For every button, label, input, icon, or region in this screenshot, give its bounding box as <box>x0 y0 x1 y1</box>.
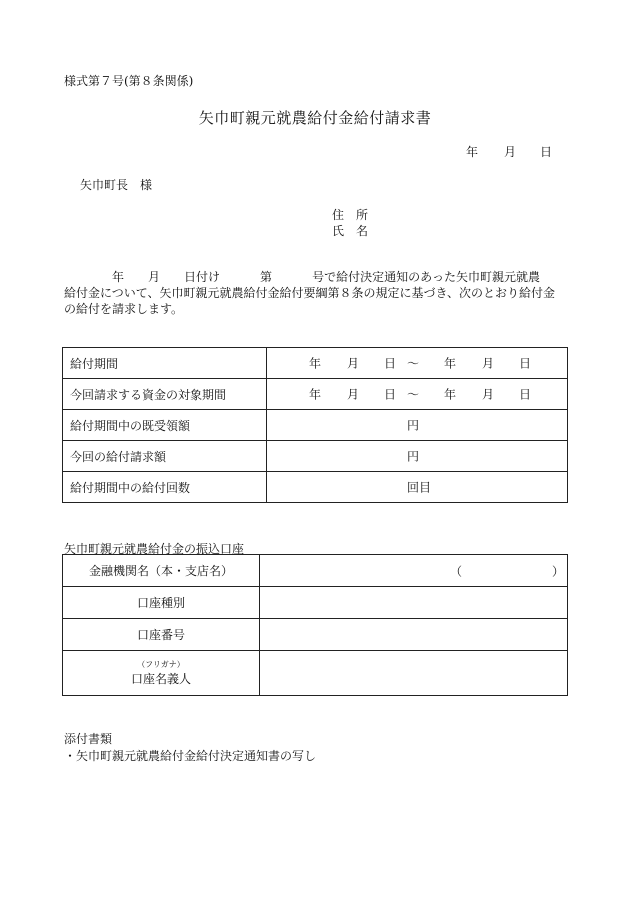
period-start-day: 日 <box>384 356 397 371</box>
payment-count-label: 給付期間中の給付回数 <box>63 472 267 503</box>
payment-period-field[interactable] <box>267 348 568 379</box>
account-number-field[interactable] <box>260 619 568 651</box>
payment-period-label: 給付期間 <box>63 348 267 379</box>
target-end-month: 月 <box>482 387 495 402</box>
target-start-month: 月 <box>347 387 360 402</box>
payment-info-table <box>62 347 568 503</box>
period-start-year: 年 <box>309 356 322 371</box>
document-title: 矢巾町親元就農給付金給付請求書 <box>198 109 432 127</box>
body-dai: 第 <box>260 270 273 284</box>
bank-account-table <box>62 554 568 696</box>
address-label: 住 所 <box>332 208 369 222</box>
bank-close-paren: ） <box>552 564 565 578</box>
payment-count-field[interactable] <box>267 472 568 503</box>
form-number: 様式第７号(第８条関係) <box>64 74 194 88</box>
body-line-3: の給付を請求します。 <box>64 302 184 316</box>
bank-account-caption: 矢巾町親元就農給付金の振込口座 <box>64 542 245 556</box>
target-period-label: 今回請求する資金の対象期間 <box>63 379 267 410</box>
name-label: 氏 名 <box>332 224 369 238</box>
request-body-text <box>64 269 568 317</box>
target-period-field[interactable] <box>267 379 568 410</box>
period-end-day: 日 <box>519 356 532 371</box>
target-end-year: 年 <box>444 387 457 402</box>
date-day-label: 日 <box>540 145 553 159</box>
body-dated: 日付け <box>184 270 221 284</box>
table-row <box>63 410 568 441</box>
period-end-month: 月 <box>482 356 495 371</box>
account-type-label: 口座種別 <box>63 587 260 619</box>
account-holder-label-cell <box>63 651 260 696</box>
request-amount-field[interactable] <box>267 441 568 472</box>
table-row <box>63 587 568 619</box>
body-month: 月 <box>148 270 161 284</box>
table-row <box>63 619 568 651</box>
target-tilde: ～ <box>407 387 420 402</box>
payment-count-unit: 回目 <box>407 480 432 495</box>
account-holder-field[interactable] <box>260 651 568 696</box>
target-start-day: 日 <box>384 387 397 402</box>
bank-open-paren: （ <box>450 564 463 578</box>
table-row <box>63 651 568 696</box>
table-row <box>63 379 568 410</box>
date-month-label: 月 <box>504 145 517 159</box>
request-amount-label: 今回の給付請求額 <box>63 441 267 472</box>
bank-name-label: 金融機関名（本・支店名） <box>63 555 260 587</box>
period-end-year: 年 <box>444 356 457 371</box>
body-line-2: 給付金について、矢巾町親元就農給付金給付要綱第８条の規定に基づき、次のとおり給付金 <box>64 286 556 300</box>
received-amount-label: 給付期間中の既受領額 <box>63 410 267 441</box>
received-amount-field[interactable] <box>267 410 568 441</box>
period-start-month: 月 <box>347 356 360 371</box>
date-year-label: 年 <box>466 145 479 159</box>
account-holder-label: 口座名義人 <box>130 671 191 686</box>
table-row <box>63 441 568 472</box>
table-row <box>63 472 568 503</box>
attachments-heading: 添付書類 <box>64 732 113 746</box>
account-type-field[interactable] <box>260 587 568 619</box>
attachment-item: ・矢巾町親元就農給付金給付決定通知書の写し <box>64 749 317 763</box>
table-row <box>63 348 568 379</box>
request-amount-unit: 円 <box>407 449 420 464</box>
addressee: 矢巾町長 様 <box>80 178 153 192</box>
target-end-day: 日 <box>519 387 532 402</box>
target-start-year: 年 <box>309 387 322 402</box>
body-line-1 <box>64 269 568 285</box>
received-amount-unit: 円 <box>407 418 420 433</box>
account-number-label: 口座番号 <box>63 619 260 651</box>
body-line1-tail: 号で給付決定通知のあった矢巾町親元就農 <box>312 270 540 284</box>
period-tilde: ～ <box>407 356 420 371</box>
bank-name-field[interactable] <box>260 555 568 587</box>
table-row <box>63 555 568 587</box>
furigana-label: （フリガナ） <box>137 659 185 669</box>
body-year: 年 <box>112 270 125 284</box>
